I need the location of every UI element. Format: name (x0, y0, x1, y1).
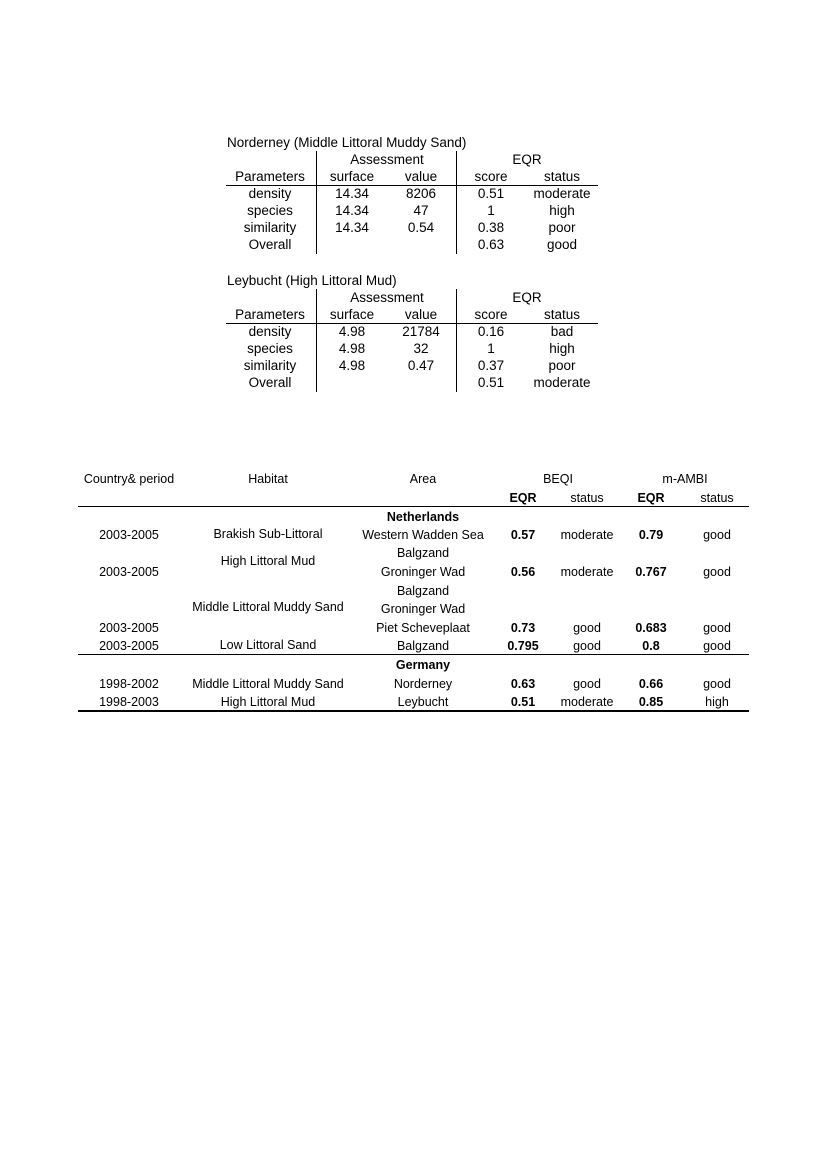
cell-parameter: Overall (248, 375, 292, 390)
cell-mambi-eqr: 0.8 (642, 639, 660, 653)
col-header-surface: surface (329, 307, 375, 322)
cell-area: Leybucht (397, 695, 449, 709)
subheader-beqi-status: status (570, 491, 604, 505)
cell-habitat: High Littoral Mud (220, 554, 316, 568)
cell-mambi-status: high (705, 695, 729, 709)
cell-score: 0.37 (477, 358, 505, 373)
col-header-status: status (543, 307, 581, 322)
divider-right (456, 289, 457, 392)
cell-period: 2003-2005 (99, 565, 159, 579)
cell-surface: 4.98 (338, 358, 366, 373)
cell-mambi-eqr: 0.767 (635, 565, 667, 579)
assessment-group-header: Assessment (350, 290, 424, 305)
cell-parameter: Overall (248, 237, 292, 252)
cell-area: Groninger Wad (380, 602, 466, 616)
cell-mambi-status: good (703, 677, 731, 691)
cell-mambi-status: good (703, 621, 731, 635)
cell-status: good (546, 237, 578, 252)
cell-surface: 14.34 (335, 220, 369, 235)
cell-habitat: Middle Littoral Muddy Sand (192, 677, 344, 691)
cell-beqi-eqr: 0.795 (507, 639, 539, 653)
cell-period: 2003-2005 (99, 621, 159, 635)
cell-parameter: similarity (243, 358, 297, 373)
divider-left (316, 289, 317, 392)
cell-value: 0.54 (407, 220, 435, 235)
section-rule (78, 654, 749, 655)
col-header-area: Area (409, 472, 437, 486)
cell-status: moderate (533, 186, 591, 201)
cell-period: 1998-2002 (99, 677, 159, 691)
cell-area: Piet Scheveplaat (376, 621, 470, 635)
cell-value: 32 (413, 341, 429, 356)
cell-parameter: density (248, 324, 292, 339)
cell-beqi-eqr: 0.73 (510, 621, 536, 635)
cell-period: 1998-2003 (99, 695, 159, 709)
cell-parameter: species (247, 341, 293, 356)
cell-period: 2003-2005 (99, 528, 159, 542)
table-title: Norderney (Middle Littoral Muddy Sand) (227, 135, 467, 150)
col-header-parameters: Parameters (235, 307, 305, 322)
section-netherlands: Netherlands (386, 510, 460, 524)
cell-status: high (549, 341, 575, 356)
cell-mambi-status: good (703, 565, 731, 579)
cell-value: 21784 (402, 324, 440, 339)
cell-score: 0.51 (477, 375, 505, 390)
header-rule (78, 506, 749, 507)
cell-score: 0.63 (477, 237, 505, 252)
eqr-group-header: EQR (512, 290, 542, 305)
cell-beqi-status: good (573, 621, 601, 635)
cell-mambi-eqr: 0.683 (635, 621, 667, 635)
col-header-beqi: BEQI (543, 472, 573, 486)
cell-beqi-eqr: 0.57 (510, 528, 536, 542)
section-germany: Germany (395, 658, 451, 672)
subheader-mambi-status: status (700, 491, 734, 505)
cell-value: 8206 (405, 186, 437, 201)
cell-parameter: similarity (243, 220, 297, 235)
col-header-mambi: m-AMBI (662, 472, 708, 486)
cell-habitat: Low Littoral Sand (219, 638, 317, 652)
cell-status: bad (550, 324, 574, 339)
cell-score: 1 (487, 341, 495, 356)
cell-area: Balgzand (396, 639, 450, 653)
col-header-value: value (404, 169, 438, 184)
cell-area: Norderney (393, 677, 453, 691)
cell-mambi-eqr: 0.66 (638, 677, 664, 691)
col-header-status: status (543, 169, 581, 184)
cell-mambi-status: good (703, 528, 731, 542)
cell-surface: 4.98 (338, 341, 366, 356)
cell-habitat: Middle Littoral Muddy Sand (192, 600, 344, 614)
cell-mambi-status: good (703, 639, 731, 653)
table-title: Leybucht (High Littoral Mud) (227, 273, 397, 288)
cell-parameter: density (248, 186, 292, 201)
col-header-parameters: Parameters (235, 169, 305, 184)
cell-beqi-status: moderate (560, 565, 614, 579)
assessment-group-header: Assessment (350, 152, 424, 167)
cell-habitat: Brakish Sub-Littoral (213, 527, 323, 541)
cell-beqi-status: moderate (560, 528, 614, 542)
cell-status: moderate (533, 375, 591, 390)
cell-beqi-status: moderate (560, 695, 614, 709)
cell-mambi-eqr: 0.79 (638, 528, 664, 542)
cell-mambi-eqr: 0.85 (638, 695, 664, 709)
subheader-beqi-eqr: EQR (509, 491, 537, 505)
cell-area: Balgzand (396, 546, 450, 560)
cell-score: 1 (487, 203, 495, 218)
eqr-group-header: EQR (512, 152, 542, 167)
cell-habitat: High Littoral Mud (220, 695, 316, 709)
cell-area: Western Wadden Sea (362, 528, 484, 542)
cell-score: 0.38 (477, 220, 505, 235)
subheader-mambi-eqr: EQR (637, 491, 665, 505)
cell-beqi-eqr: 0.56 (510, 565, 536, 579)
col-header-score: score (474, 169, 508, 184)
cell-area: Groninger Wad (380, 565, 466, 579)
divider-right (456, 151, 457, 254)
cell-status: high (549, 203, 575, 218)
cell-score: 0.51 (477, 186, 505, 201)
cell-value: 47 (413, 203, 429, 218)
col-header-country-period: Country& period (83, 472, 175, 486)
cell-beqi-status: good (573, 677, 601, 691)
cell-beqi-eqr: 0.51 (510, 695, 536, 709)
divider-left (316, 151, 317, 254)
cell-status: poor (548, 358, 576, 373)
cell-score: 0.16 (477, 324, 505, 339)
cell-surface: 4.98 (338, 324, 366, 339)
cell-parameter: species (247, 203, 293, 218)
cell-period: 2003-2005 (99, 639, 159, 653)
cell-area: Balgzand (396, 584, 450, 598)
cell-value: 0.47 (407, 358, 435, 373)
cell-status: poor (548, 220, 576, 235)
col-header-score: score (474, 307, 508, 322)
cell-beqi-eqr: 0.63 (510, 677, 536, 691)
cell-surface: 14.34 (335, 203, 369, 218)
col-header-surface: surface (329, 169, 375, 184)
cell-surface: 14.34 (335, 186, 369, 201)
cell-beqi-status: good (573, 639, 601, 653)
bottom-rule (78, 710, 749, 712)
col-header-value: value (404, 307, 438, 322)
col-header-habitat: Habitat (248, 472, 288, 486)
